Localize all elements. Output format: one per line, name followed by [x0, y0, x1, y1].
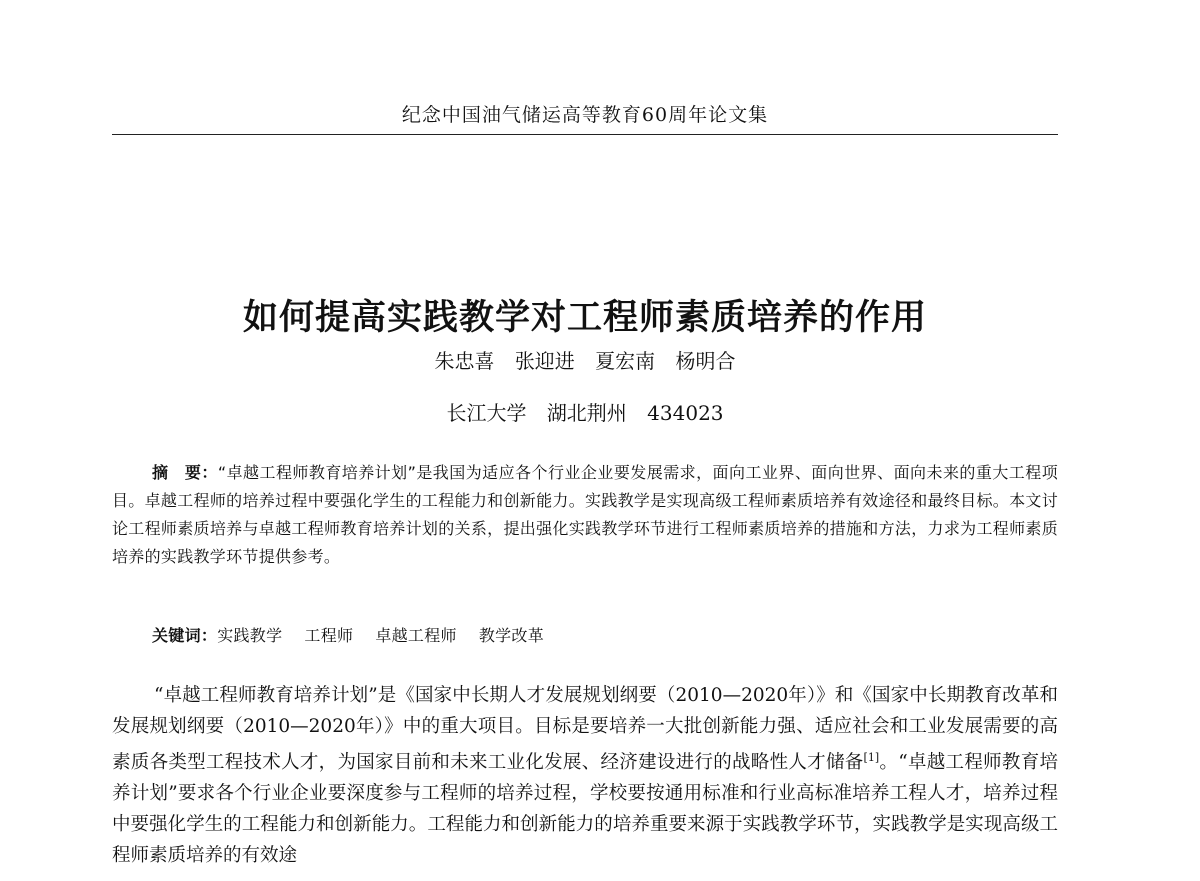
article-title: 如何提高实践教学对工程师素质培养的作用 — [242, 297, 927, 338]
affiliation-postcode: 434023 — [647, 401, 724, 425]
body-text-part: “卓越工程师教育培养计划”是《国家中长期人才发展规划纲要（2010—2020年）》和《国家中长期教育改革和发展规划纲要（2010—2020年）》中的重大项目。目标是要培养一大批创新能力强、适应社会和工业发展需要的高素质各类型工程技术人才，为国家目前和未来工业化发展、经济建设进行的战略性人才储备 — [112, 685, 1058, 774]
author-list — [0, 345, 1170, 374]
affiliation-institution: 长江大学 — [446, 401, 527, 425]
abstract-label: 摘 要： — [152, 463, 218, 482]
keywords-label: 关键词： — [152, 626, 218, 645]
body-text — [112, 680, 1058, 871]
author-name: 张迎进 — [514, 349, 575, 373]
running-header: 纪念中国油气储运高等教育60周年论文集 — [401, 104, 769, 126]
header-rule — [112, 134, 1058, 135]
keyword: 教学改革 — [478, 626, 545, 645]
keyword: 实践教学 — [217, 626, 283, 645]
keyword: 工程师 — [304, 626, 354, 645]
abstract-text: “卓越工程师教育培养计划”是我国为适应各个行业企业要发展需求，面向工业界、面向世界、面向未来的重大工程项目。卓越工程师的培养过程中要强化学生的工程能力和创新能力。实践教学是实现高级工程师素质培养有效途径和最终目标。本文讨论工程师素质培养与卓越工程师教育培养计划的关系，提出强化实践教学环节进行工程师素质培养的措施和方法，力求为工程师素质培养的实践教学环节提供参考。 — [112, 463, 1058, 566]
author-name: 夏宏南 — [595, 349, 656, 373]
author-name: 朱忠喜 — [434, 349, 495, 373]
body-text-part: 。“卓越工程师教育培养计划”要求各个行业企业要深度参与工程师的培养过程，学校要按通用标准和行业高标准培养工程人才，培养过程中要强化学生的工程能力和创新能力。工程能力和创新能力的培养重要来源于实践教学环节，实践教学是实现高级工程师素质培养的有效途 — [112, 752, 1058, 867]
affiliation — [0, 397, 1170, 426]
keyword: 卓越工程师 — [375, 626, 457, 645]
citation-marker: [1] — [863, 751, 880, 764]
body-paragraph — [112, 680, 1058, 871]
author-name: 杨明合 — [675, 349, 736, 373]
keywords — [152, 622, 1052, 650]
affiliation-location: 湖北荆州 — [546, 401, 627, 425]
abstract — [112, 459, 1058, 571]
